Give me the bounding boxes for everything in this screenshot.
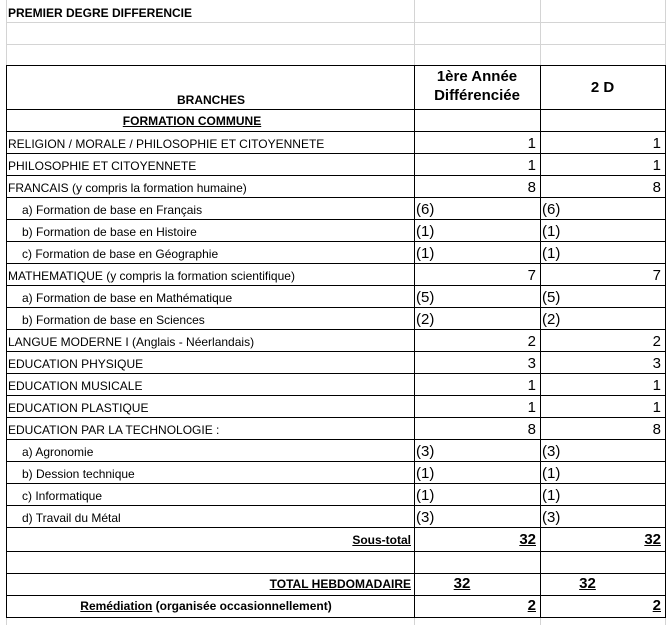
- header-bottom-border: [6, 109, 665, 110]
- subtotal-bottom-border: [6, 551, 665, 552]
- col1-header[interactable]: [414, 67, 540, 109]
- value-col1[interactable]: [414, 312, 540, 328]
- total-bottom-border: [6, 595, 665, 596]
- col1-header-line2: Différenciée: [434, 87, 520, 104]
- cell-value: (1): [416, 224, 435, 240]
- subtotal-row: [0, 531, 671, 551]
- cell-value: 1: [652, 378, 661, 394]
- cell-value: (6): [542, 202, 561, 218]
- cell-value: 1: [527, 378, 536, 394]
- subtotal-label[interactable]: [6, 531, 414, 549]
- cell-value: (6): [416, 202, 435, 218]
- header-row: [0, 67, 671, 109]
- value-col2[interactable]: [540, 422, 665, 438]
- branch-label[interactable]: RELIGION / MORALE / PHILOSOPHIE ET CITOYENNETE: [8, 137, 325, 151]
- cell-value: 3: [527, 356, 536, 372]
- value-col2[interactable]: [540, 466, 665, 482]
- value-col1[interactable]: [414, 334, 540, 350]
- row-border: [6, 527, 665, 528]
- value-col1[interactable]: [414, 510, 540, 526]
- value-col1[interactable]: [414, 422, 540, 438]
- value-col2[interactable]: [540, 246, 665, 262]
- cell-value: 1: [527, 136, 536, 152]
- value-col1[interactable]: [414, 400, 540, 416]
- row-border: [6, 329, 665, 330]
- cell-value: (5): [416, 290, 435, 306]
- value-col2[interactable]: [540, 378, 665, 394]
- value-col1[interactable]: [414, 180, 540, 196]
- table-row: [0, 484, 671, 506]
- table-row: [0, 330, 671, 352]
- cell-value: 1: [652, 400, 661, 416]
- table-row: [0, 198, 671, 220]
- table-row: [0, 506, 671, 528]
- cell-value: (1): [416, 466, 435, 482]
- cell-value: (1): [542, 224, 561, 240]
- cell-value: 7: [652, 268, 661, 284]
- row-border: [6, 153, 665, 154]
- table-row: [0, 440, 671, 462]
- cell-value: 1: [527, 158, 536, 174]
- cell-value: 7: [527, 268, 536, 284]
- branch-label[interactable]: EDUCATION MUSICALE: [8, 379, 143, 393]
- title-row: [0, 6, 671, 22]
- row-border: [6, 395, 665, 396]
- branch-label[interactable]: LANGUE MODERNE I (Anglais - Néerlandais): [8, 335, 255, 349]
- branch-label[interactable]: b) Dession technique: [22, 467, 135, 481]
- cell-value: (3): [542, 444, 561, 460]
- value-col2[interactable]: [540, 312, 665, 328]
- column-border: [540, 65, 541, 618]
- row-border: [6, 483, 665, 484]
- cell-value: (1): [542, 246, 561, 262]
- header-top-border: [6, 65, 665, 66]
- value-col1[interactable]: [414, 378, 540, 394]
- row-border: [6, 197, 665, 198]
- remediation-rest: (organisée occasionnellement): [152, 599, 332, 613]
- branch-label[interactable]: d) Travail du Métal: [22, 511, 121, 525]
- cell-value: 2: [527, 334, 536, 350]
- cell-value: 8: [527, 180, 536, 196]
- spacer-bottom-border: [6, 573, 665, 574]
- branch-label[interactable]: c) Informatique: [22, 489, 103, 503]
- branch-label[interactable]: a) Formation de base en Français: [22, 203, 203, 217]
- remediation-bottom-border: [6, 617, 665, 618]
- total-v2: 32: [579, 575, 596, 592]
- value-col1[interactable]: [414, 488, 540, 504]
- value-col1[interactable]: [414, 466, 540, 482]
- remediation-value-col2[interactable]: [540, 598, 665, 614]
- subtotal-value-col1[interactable]: [414, 532, 540, 548]
- col1-header-line1: 1ère Année: [436, 68, 518, 85]
- row-border: [6, 373, 665, 374]
- cell-value: (2): [416, 312, 435, 328]
- table-row: [0, 462, 671, 484]
- table-row: [0, 374, 671, 396]
- table-row: [0, 286, 671, 308]
- value-col2[interactable]: [540, 224, 665, 240]
- cell-value: (3): [416, 444, 435, 460]
- branch-label[interactable]: MATHEMATIQUE (y compris la formation scientifique): [8, 269, 295, 283]
- value-col1[interactable]: [414, 136, 540, 152]
- value-col2[interactable]: [540, 158, 665, 174]
- cell-value: (1): [542, 488, 561, 504]
- branch-label[interactable]: FRANCAIS (y compris la formation humaine): [8, 181, 247, 195]
- table-row: [0, 308, 671, 330]
- branch-label[interactable]: c) Formation de base en Géographie: [22, 247, 219, 261]
- remediation-v1: 2: [527, 598, 536, 614]
- section-row: [0, 114, 671, 131]
- value-col2[interactable]: [540, 510, 665, 526]
- table-row: [0, 352, 671, 374]
- remediation-label[interactable]: [6, 596, 406, 616]
- value-col2[interactable]: [540, 290, 665, 306]
- value-col2[interactable]: [540, 488, 665, 504]
- column-border: [6, 65, 7, 618]
- subtotal-value-col2[interactable]: [540, 532, 665, 548]
- cell-value: (5): [542, 290, 561, 306]
- table-row: [0, 396, 671, 418]
- value-col2[interactable]: [540, 444, 665, 460]
- branches-header[interactable]: BRANCHES: [176, 93, 245, 107]
- total-text: TOTAL HEBDOMADAIRE: [269, 577, 411, 591]
- value-col2[interactable]: [540, 268, 665, 284]
- row-border: [6, 285, 665, 286]
- row-border: [6, 263, 665, 264]
- branch-label[interactable]: b) Formation de base en Histoire: [22, 225, 197, 239]
- remediation-v2: 2: [652, 598, 661, 614]
- total-v1: 32: [453, 575, 471, 592]
- cell-value: 3: [652, 356, 661, 372]
- row-border: [6, 351, 665, 352]
- column-border: [414, 65, 415, 618]
- value-col1[interactable]: [414, 444, 540, 460]
- table-row: [0, 242, 671, 264]
- total-row: [0, 574, 671, 594]
- cell-value: 1: [652, 158, 661, 174]
- value-col1[interactable]: [414, 246, 540, 262]
- grid-row-line: [6, 44, 665, 45]
- subtotal-text: Sous-total: [352, 533, 411, 547]
- cell-value: (1): [416, 246, 435, 262]
- branch-label[interactable]: EDUCATION PAR LA TECHNOLOGIE :: [8, 423, 220, 437]
- value-col2[interactable]: [540, 136, 665, 152]
- branch-label[interactable]: PHILOSOPHIE ET CITOYENNETE: [8, 159, 197, 173]
- table-row: [0, 220, 671, 242]
- table-row: [0, 264, 671, 286]
- column-border: [665, 65, 666, 618]
- row-border: [6, 241, 665, 242]
- row-border: [6, 417, 665, 418]
- value-col2[interactable]: [540, 180, 665, 196]
- cell-value: 8: [652, 422, 661, 438]
- value-col1[interactable]: [414, 224, 540, 240]
- section-title[interactable]: [6, 114, 376, 128]
- section-label: FORMATION COMMUNE: [122, 114, 262, 128]
- row-border: [6, 175, 665, 176]
- cell-value: 8: [652, 180, 661, 196]
- cell-value: 1: [652, 136, 661, 152]
- table-row: [0, 176, 671, 198]
- value-col1[interactable]: [414, 158, 540, 174]
- value-col2[interactable]: [540, 356, 665, 372]
- value-col1[interactable]: [414, 290, 540, 306]
- cell-value: (3): [416, 510, 435, 526]
- table-row: [0, 132, 671, 154]
- subtotal-v1: 32: [519, 532, 536, 548]
- cell-value: (3): [542, 510, 561, 526]
- grid-row-line: [6, 22, 665, 23]
- value-col1[interactable]: [414, 268, 540, 284]
- total-value-col1[interactable]: [414, 574, 540, 593]
- branch-label[interactable]: a) Formation de base en Mathématique: [22, 291, 233, 305]
- value-col2[interactable]: [540, 202, 665, 218]
- row-border: [6, 219, 665, 220]
- row-border: [6, 461, 665, 462]
- remediation-row: [0, 596, 671, 618]
- branch-label[interactable]: EDUCATION PHYSIQUE: [8, 357, 144, 371]
- col2-header[interactable]: 2 D: [590, 79, 615, 96]
- cell-value: (2): [542, 312, 561, 328]
- value-col2[interactable]: [540, 334, 665, 350]
- row-border: [6, 307, 665, 308]
- row-border: [6, 505, 665, 506]
- total-value-col2[interactable]: [540, 574, 665, 593]
- table-row: [0, 154, 671, 176]
- cell-value: (1): [416, 488, 435, 504]
- branch-label[interactable]: b) Formation de base en Sciences: [22, 313, 205, 327]
- total-label[interactable]: [6, 574, 414, 594]
- cell-value: (1): [542, 466, 561, 482]
- remediation-bold: Remédiation: [80, 599, 153, 613]
- value-col2[interactable]: [540, 400, 665, 416]
- table-row: [0, 418, 671, 440]
- value-col1[interactable]: [414, 356, 540, 372]
- cell-value: 2: [652, 334, 661, 350]
- sheet-title[interactable]: PREMIER DEGRE DIFFERENCIE: [8, 6, 193, 20]
- branch-label[interactable]: EDUCATION PLASTIQUE: [8, 401, 149, 415]
- value-col1[interactable]: [414, 202, 540, 218]
- branch-label[interactable]: a) Agronomie: [22, 445, 94, 459]
- row-border: [6, 439, 665, 440]
- cell-value: 8: [527, 422, 536, 438]
- cell-value: 1: [527, 400, 536, 416]
- section-bottom-border: [6, 131, 665, 132]
- subtotal-v2: 32: [644, 532, 661, 548]
- remediation-value-col1[interactable]: [414, 598, 540, 614]
